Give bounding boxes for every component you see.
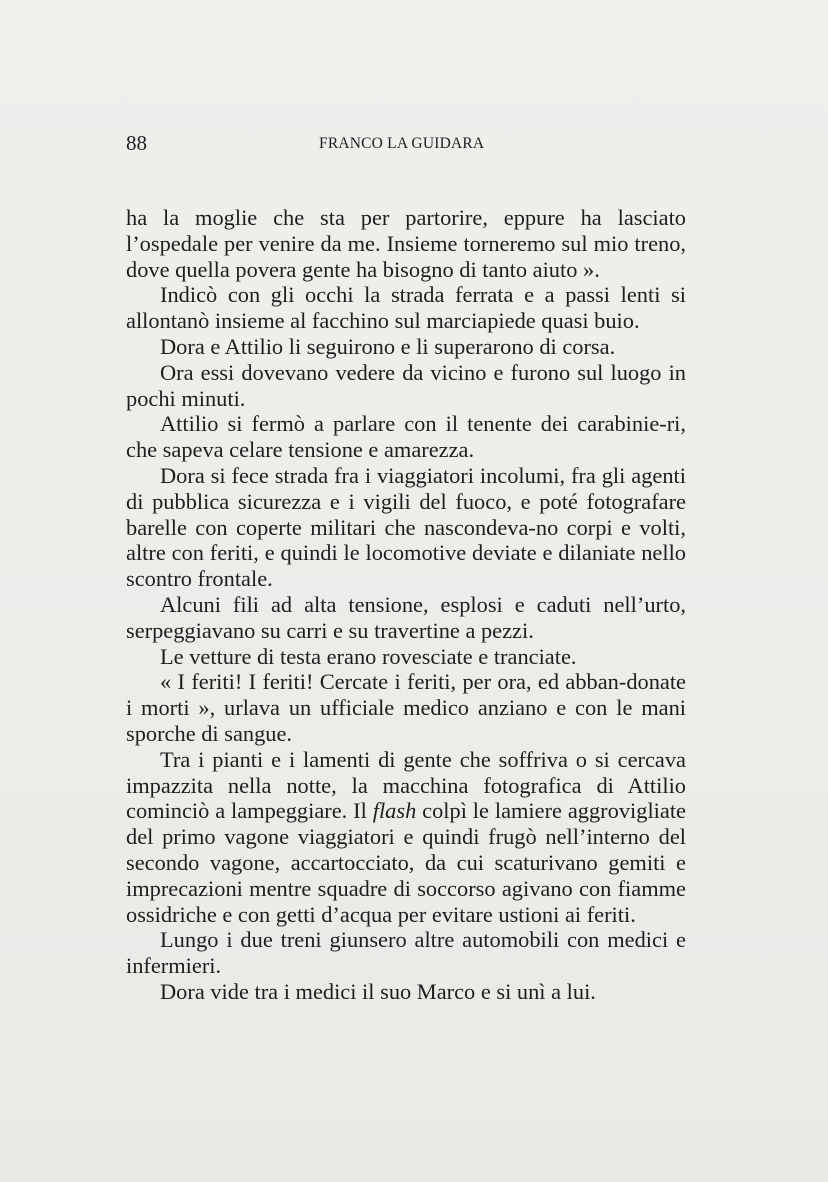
paragraph: « I feriti! I feriti! Cercate i feriti, per ora, ed abban-donate i morti », urlava un ufficiale medico anziano e con le mani sporche di sangue. bbox=[126, 669, 686, 746]
paragraph: Dora e Attilio li seguirono e li superarono di corsa. bbox=[160, 333, 616, 359]
paragraph: Dora si fece strada fra i viaggiatori incolumi, fra gli agenti di pubblica sicurezza e i vigili del fuoco, e poté fotografare barelle con coperte militari che nascondeva-no corpi e volti, altre con feriti, e quindi le locomotive deviate e dilaniate nello scontro frontale. bbox=[126, 462, 686, 592]
paragraph: Alcuni fili ad alta tensione, esplosi e caduti nell’urto, serpeggiavano su carri e su travertine a pezzi. bbox=[126, 591, 686, 643]
page-number: 88 bbox=[126, 131, 147, 155]
paragraph-text: colpì le lamiere aggrovigliate del primo vagone viaggiatori e quindi frugò nell’interno del secondo vagone, accartocciato, da cui scaturivano gemiti e imprecazioni mentre squadre di soccorso agivano con fiamme ossidriche e con getti d’acqua per evitare ustioni ai feriti. bbox=[126, 798, 686, 927]
paragraph: Dora vide tra i medici il suo Marco e si unì a lui. bbox=[160, 978, 596, 1004]
paragraph: ha la moglie che sta per partorire, eppure ha lasciato l’ospedale per venire da me. Insieme torneremo sul mio treno, dove quella povera gente ha bisogno di tanto aiuto ». bbox=[126, 205, 686, 282]
italic-term: flash bbox=[372, 798, 417, 824]
paragraph: Lungo i due treni giunsero altre automobili con medici e infermieri. bbox=[126, 927, 686, 979]
paragraph: Attilio si fermò a parlare con il tenente dei carabinie-ri, che sapeva celare tensione e amarezza. bbox=[126, 411, 686, 463]
paragraph: Indicò con gli occhi la strada ferrata e a passi lenti si allontanò insieme al facchino sul marciapiede quasi buio. bbox=[126, 282, 686, 334]
page-header bbox=[126, 128, 689, 160]
paragraph: Ora essi dovevano vedere da vicino e furono sul luogo in pochi minuti. bbox=[126, 359, 686, 411]
body-text bbox=[126, 205, 686, 1005]
paragraph: Le vetture di testa erano rovesciate e tranciate. bbox=[160, 643, 577, 669]
running-head: FRANCO LA GUIDARA bbox=[319, 135, 485, 152]
paragraph-text: Tra i pianti e i lamenti di gente che soffriva o si cercava impazzita nella notte, la macchina fotografica di Attilio cominciò a lampeggiare. Il bbox=[126, 746, 686, 824]
paragraph bbox=[126, 747, 686, 928]
